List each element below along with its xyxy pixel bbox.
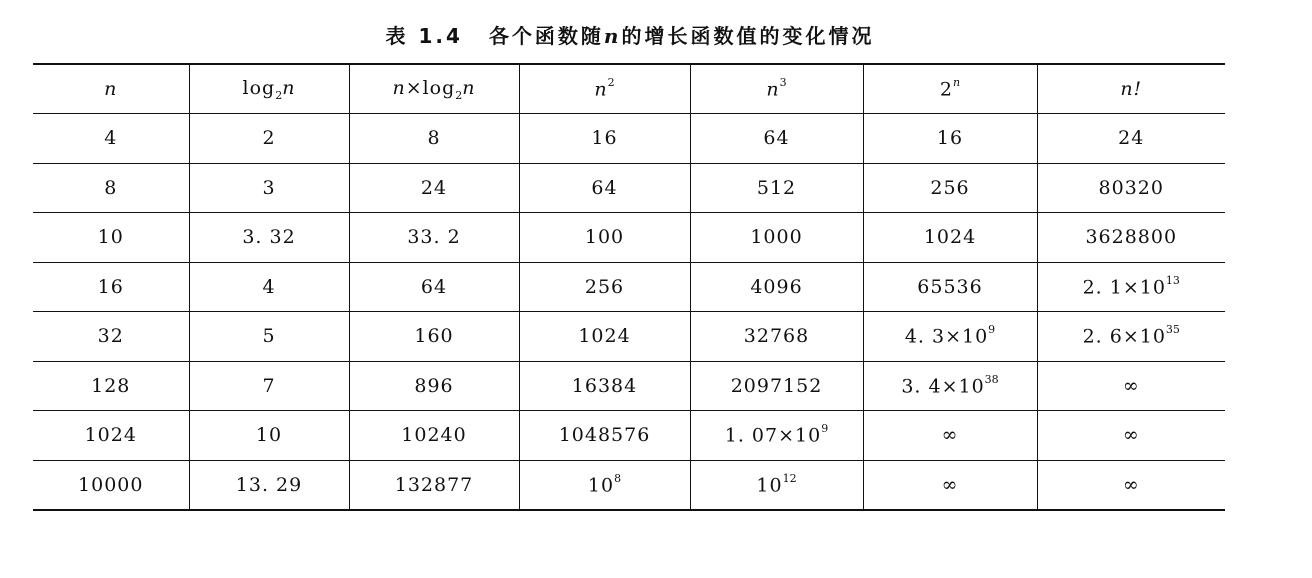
cell-exp: 1024	[863, 213, 1037, 263]
header-n-squared: $n^2$	[519, 64, 690, 114]
cell-log: 3. 32	[189, 213, 349, 263]
cell-exp: ∞	[863, 460, 1037, 510]
cell-n2: $10^8$	[519, 460, 690, 510]
header-2-power-n: 2$^n$	[863, 64, 1037, 114]
table-number: 表 1.4	[385, 24, 463, 48]
cell-exp: 256	[863, 163, 1037, 213]
cell-nlog: 896	[349, 361, 519, 411]
cell-n3: 32768	[690, 312, 863, 362]
cell-fact: 2. $1\times 10^{13}$	[1037, 262, 1225, 312]
cell-n2: 100	[519, 213, 690, 263]
table-row	[33, 163, 1225, 213]
cell-n3: 64	[690, 114, 863, 164]
caption-text-after: 的增长函数值的变化情况	[621, 24, 875, 48]
caption-text-before: 各个函数随	[488, 24, 604, 48]
cell-n: 10000	[78, 473, 144, 496]
cell-exp: 3. $4\times 10^{38}$	[863, 361, 1037, 411]
header-n-cubed: $n^3$	[690, 64, 863, 114]
table-caption	[0, 20, 1260, 49]
cell-n: 16	[97, 275, 124, 298]
cell-log: 10	[189, 411, 349, 461]
cell-fact: 80320	[1037, 163, 1225, 213]
cell-log: 7	[189, 361, 349, 411]
cell-n: 8	[104, 176, 118, 199]
cell-n3: 512	[690, 163, 863, 213]
table-row	[33, 411, 1225, 461]
cell-n2: 1024	[519, 312, 690, 362]
cell-nlog: 160	[349, 312, 519, 362]
cell-n: 10	[97, 226, 124, 249]
header-n: n	[104, 78, 118, 100]
cell-n2: 16384	[519, 361, 690, 411]
cell-n: 4	[104, 127, 118, 150]
caption-variable: n	[603, 24, 622, 48]
cell-fact: ∞	[1037, 361, 1225, 411]
cell-n3: 4096	[690, 262, 863, 312]
cell-n2: 1048576	[519, 411, 690, 461]
cell-fact: 3628800	[1037, 213, 1225, 263]
cell-n3: 1000	[690, 213, 863, 263]
cell-n3: $10^{12}$	[690, 460, 863, 510]
table-row	[33, 460, 1225, 510]
header-n-factorial: n!	[1037, 64, 1225, 114]
cell-exp: 65536	[863, 262, 1037, 312]
header-nlog2n: $n\times\log_2n$	[349, 64, 519, 114]
cell-nlog: 24	[349, 163, 519, 213]
cell-nlog: 33. 2	[349, 213, 519, 263]
header-row	[33, 64, 1225, 114]
cell-log: 13. 29	[189, 460, 349, 510]
cell-fact: 2. $6\times 10^{35}$	[1037, 312, 1225, 362]
table-row	[33, 262, 1225, 312]
growth-table	[33, 63, 1225, 511]
cell-fact: 24	[1037, 114, 1225, 164]
cell-exp: 4. $3\times 10^9$	[863, 312, 1037, 362]
cell-exp: 16	[863, 114, 1037, 164]
cell-log: 3	[189, 163, 349, 213]
header-log2n: $\log_2n$	[189, 64, 349, 114]
cell-exp: ∞	[863, 411, 1037, 461]
cell-log: 2	[189, 114, 349, 164]
cell-n3: 2097152	[690, 361, 863, 411]
cell-n: 1024	[84, 424, 137, 447]
cell-n3: 1. $07\times 10^9$	[690, 411, 863, 461]
cell-nlog: 8	[349, 114, 519, 164]
cell-log: 5	[189, 312, 349, 362]
cell-fact: ∞	[1037, 460, 1225, 510]
cell-n: 32	[97, 325, 124, 348]
table-row	[33, 213, 1225, 263]
cell-nlog: 10240	[349, 411, 519, 461]
cell-nlog: 64	[349, 262, 519, 312]
table-row	[33, 361, 1225, 411]
cell-fact: ∞	[1037, 411, 1225, 461]
cell-log: 4	[189, 262, 349, 312]
cell-n: 128	[91, 374, 131, 397]
table-row	[33, 312, 1225, 362]
cell-n2: 256	[519, 262, 690, 312]
cell-n2: 16	[519, 114, 690, 164]
cell-n2: 64	[519, 163, 690, 213]
table-row	[33, 114, 1225, 164]
cell-nlog: 132877	[349, 460, 519, 510]
